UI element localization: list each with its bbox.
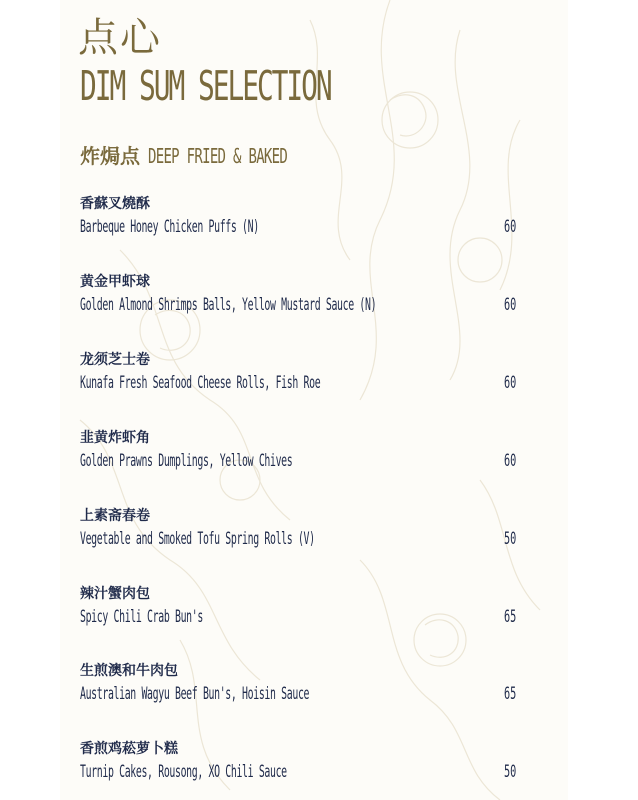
- section-heading: [80, 146, 347, 166]
- menu-item-english-name: Barbeque Honey Chicken Puffs (N): [80, 217, 259, 237]
- menu-item-price: 65: [504, 684, 517, 704]
- menu-item-chinese-name: 香蘇叉燒酥: [80, 196, 150, 212]
- menu-item-chinese-name: 韭黄炸虾角: [80, 430, 150, 446]
- menu-item-chinese-name: 上素斋春卷: [80, 508, 150, 524]
- menu-item-english-name: Vegetable and Smoked Tofu Spring Rolls (V): [80, 529, 315, 549]
- menu-title-english: DIM SUM SELECTION: [80, 62, 331, 110]
- menu-page: [60, 0, 568, 800]
- menu-item-english-name: Turnip Cakes, Rousong, XO Chili Sauce: [80, 762, 287, 782]
- section-heading-chinese: 炸焗点: [80, 144, 140, 168]
- menu-item-chinese-name: 辣汁蟹肉包: [80, 586, 150, 602]
- menu-item-price: 60: [504, 295, 517, 315]
- menu-item: [80, 197, 530, 245]
- menu-item-english-name: Australian Wagyu Beef Bun's, Hoisin Sauce: [80, 684, 310, 704]
- menu-item-price: 60: [504, 373, 517, 393]
- menu-item: [80, 664, 530, 712]
- menu-item-price: 60: [504, 451, 517, 471]
- menu-item-chinese-name: 生煎澳和牛肉包: [80, 663, 178, 679]
- menu-title-chinese: 点心: [78, 15, 162, 61]
- menu-item: [80, 353, 530, 401]
- menu-item-price: 50: [504, 762, 517, 782]
- menu-item: [80, 431, 530, 479]
- menu-item-price: 50: [504, 529, 517, 549]
- menu-item: [80, 587, 530, 635]
- menu-item-english-name: Kunafa Fresh Seafood Cheese Rolls, Fish Roe: [80, 373, 321, 393]
- menu-item-price: 60: [504, 217, 517, 237]
- menu-item: [80, 509, 530, 557]
- section-heading-english: DEEP FRIED & BAKED: [148, 144, 288, 168]
- menu-item-english-name: Spicy Chili Crab Bun's: [80, 607, 203, 627]
- menu-item-english-name: Golden Almond Shrimps Balls, Yellow Mustard Sauce (N): [80, 295, 377, 315]
- menu-item-chinese-name: 香煎鸡菘萝卜糕: [80, 741, 178, 757]
- menu-item-price: 65: [504, 607, 517, 627]
- menu-item-english-name: Golden Prawns Dumplings, Yellow Chives: [80, 451, 293, 471]
- menu-item: [80, 275, 530, 323]
- menu-item-chinese-name: 黄金甲虾球: [80, 274, 150, 290]
- menu-item-chinese-name: 龙须芝士卷: [80, 352, 150, 368]
- menu-item: [80, 742, 530, 790]
